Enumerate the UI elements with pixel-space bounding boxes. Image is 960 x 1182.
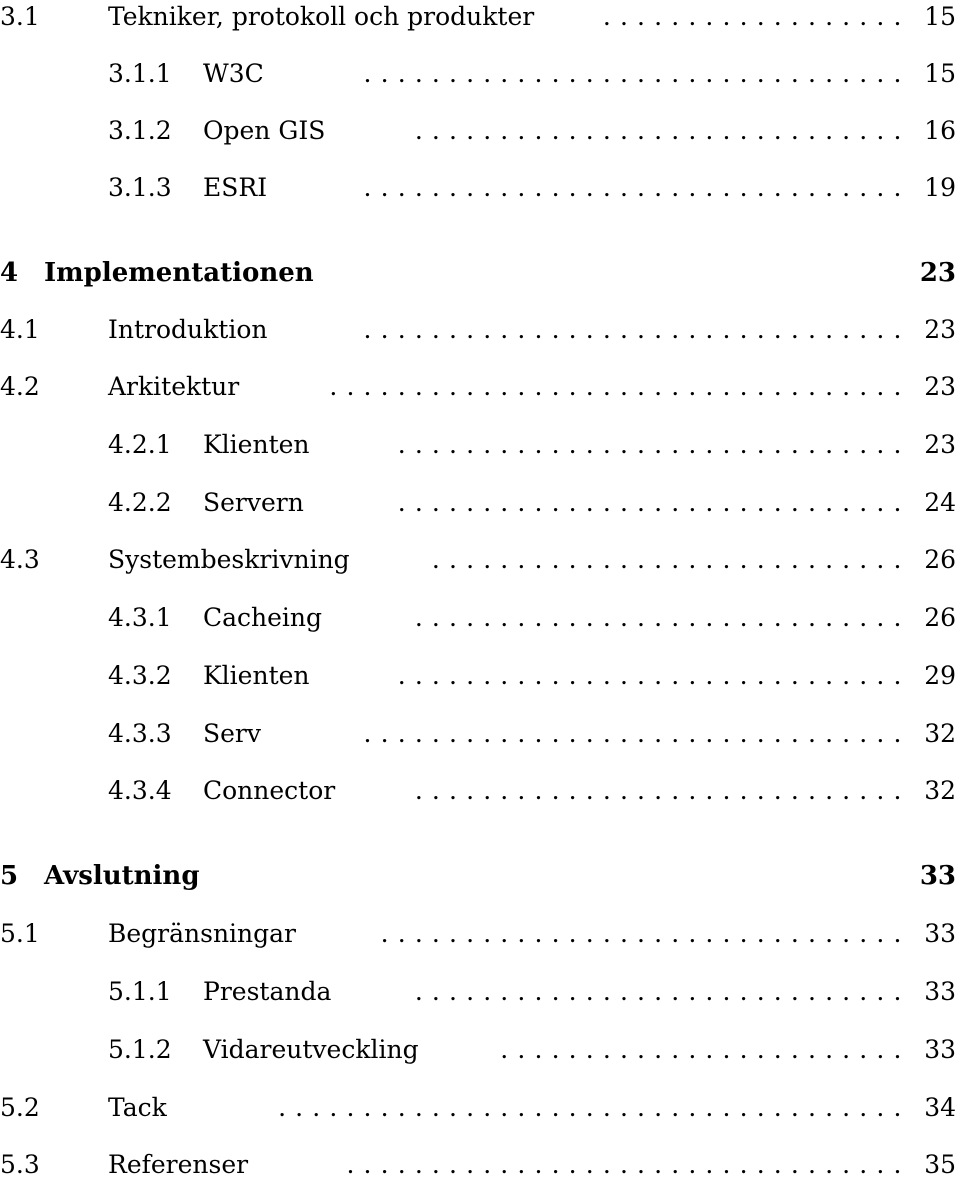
toc-entry-row[interactable] <box>0 1148 960 1182</box>
toc-page-number: 23 <box>924 430 956 459</box>
toc-page-number: 16 <box>924 116 956 145</box>
toc-number: 4.2.2 <box>108 488 172 517</box>
toc-title: ESRI <box>203 173 268 202</box>
toc-dot-leader: . . . . . . . . . . . . . . . . . . . . . . . . . . . . . . . . . . . . . <box>278 1093 902 1122</box>
toc-title: Open GIS <box>203 116 326 145</box>
toc-entry-row[interactable] <box>0 313 960 347</box>
toc-title: Avslutning <box>44 861 200 891</box>
toc-number: 5.1 <box>0 919 40 948</box>
toc-title: Implementationen <box>44 258 314 288</box>
toc-page-number: 23 <box>919 258 956 288</box>
toc-dot-leader: . . . . . . . . . . . . . . . . . . <box>602 2 902 31</box>
toc-page-number: 35 <box>924 1150 956 1179</box>
toc-title: Referenser <box>108 1150 249 1179</box>
toc-number: 4.2 <box>0 372 40 401</box>
toc-page-number: 26 <box>924 545 956 574</box>
toc-title: Servern <box>203 488 304 517</box>
toc-number: 5.1.1 <box>108 977 172 1006</box>
toc-title: Tekniker, protokoll och produkter <box>108 2 535 31</box>
toc-entry-row[interactable] <box>0 1091 960 1125</box>
toc-dot-leader: . . . . . . . . . . . . . . . . . . . . . . . . . . . . . <box>414 116 902 145</box>
toc-title: Vidareutveckling <box>203 1035 419 1064</box>
toc-dot-leader: . . . . . . . . . . . . . . . . . . . . . . . . . . . . . . . . <box>363 59 902 88</box>
toc-title: Klienten <box>203 661 310 690</box>
toc-title: Cacheing <box>203 603 323 632</box>
toc-number: 4.3.2 <box>108 661 172 690</box>
toc-dot-leader: . . . . . . . . . . . . . . . . . . . . . . . . . . . . . . <box>397 661 902 690</box>
toc-dot-leader: . . . . . . . . . . . . . . . . . . . . . . . . . . . . . . <box>397 488 902 517</box>
toc-number: 4 <box>0 258 19 288</box>
toc-entry-row[interactable] <box>0 1033 960 1067</box>
toc-entry-row[interactable] <box>0 774 960 808</box>
toc-dot-leader: . . . . . . . . . . . . . . . . . . . . . . . . . . . . <box>431 545 902 574</box>
toc-entry-row[interactable] <box>0 543 960 577</box>
toc-page-number: 33 <box>919 861 956 891</box>
toc-number: 4.3.1 <box>108 603 172 632</box>
toc-entry-row[interactable] <box>0 601 960 635</box>
toc-dot-leader: . . . . . . . . . . . . . . . . . . . . . . . . . . . . . . <box>397 430 902 459</box>
toc-page-number: 15 <box>924 2 956 31</box>
toc-dot-leader: . . . . . . . . . . . . . . . . . . . . . . . . . . . . . <box>414 776 902 805</box>
toc-dot-leader: . . . . . . . . . . . . . . . . . . . . . . . . <box>500 1035 902 1064</box>
toc-dot-leader: . . . . . . . . . . . . . . . . . . . . . . . . . . . . . . . . <box>363 315 902 344</box>
toc-title: Prestanda <box>203 977 332 1006</box>
toc-number: 4.3.4 <box>108 776 172 805</box>
toc-page-number: 15 <box>924 59 956 88</box>
toc-number: 5.2 <box>0 1093 40 1122</box>
toc-number: 4.2.1 <box>108 430 172 459</box>
toc-number: 5 <box>0 861 19 891</box>
toc-dot-leader: . . . . . . . . . . . . . . . . . . . . . . . . . . . . . <box>414 977 902 1006</box>
toc-page-number: 33 <box>924 977 956 1006</box>
toc-title: W3C <box>203 59 264 88</box>
toc-page-number: 29 <box>924 661 956 690</box>
toc-dot-leader: . . . . . . . . . . . . . . . . . . . . . . . . . . . . . . . . . <box>346 1150 902 1179</box>
toc-page-number: 23 <box>924 372 956 401</box>
toc-page-number: 19 <box>924 173 956 202</box>
toc-number: 5.1.2 <box>108 1035 172 1064</box>
toc-entry-row[interactable] <box>0 486 960 520</box>
toc-page-number: 24 <box>924 488 956 517</box>
toc-dot-leader: . . . . . . . . . . . . . . . . . . . . . . . . . . . . . . . . . . <box>329 372 902 401</box>
toc-title: Serv <box>203 719 261 748</box>
toc-number: 3.1.2 <box>108 116 172 145</box>
toc-dot-leader: . . . . . . . . . . . . . . . . . . . . . . . . . . . . . <box>414 603 902 632</box>
toc-chapter-row[interactable] <box>0 859 960 893</box>
toc-entry-row[interactable] <box>0 428 960 462</box>
toc-number: 4.3.3 <box>108 719 172 748</box>
toc-title: Introduktion <box>108 315 268 344</box>
toc-entry-row[interactable] <box>0 114 960 148</box>
toc-title: Klienten <box>203 430 310 459</box>
toc-page-number: 33 <box>924 1035 956 1064</box>
toc-page-number: 26 <box>924 603 956 632</box>
toc-number: 5.3 <box>0 1150 40 1179</box>
toc-page-number: 23 <box>924 315 956 344</box>
toc-number: 3.1.1 <box>108 59 172 88</box>
toc-entry-row[interactable] <box>0 171 960 205</box>
toc-entry-row[interactable] <box>0 370 960 404</box>
toc-dot-leader: . . . . . . . . . . . . . . . . . . . . . . . . . . . . . . . <box>380 919 902 948</box>
toc-dot-leader: . . . . . . . . . . . . . . . . . . . . . . . . . . . . . . . . <box>363 173 902 202</box>
toc-entry-row[interactable] <box>0 717 960 751</box>
toc-number: 4.1 <box>0 315 40 344</box>
toc-entry-row[interactable] <box>0 659 960 693</box>
toc-title: Connector <box>203 776 336 805</box>
toc-entry-row[interactable] <box>0 0 960 34</box>
toc-title: Begränsningar <box>108 919 297 948</box>
toc-page-number: 34 <box>924 1093 956 1122</box>
toc-page-number: 32 <box>924 776 956 805</box>
toc-entry-row[interactable] <box>0 917 960 951</box>
toc-title: Arkitektur <box>108 372 240 401</box>
toc-dot-leader: . . . . . . . . . . . . . . . . . . . . . . . . . . . . . . . . <box>363 719 902 748</box>
toc-page-number: 33 <box>924 919 956 948</box>
toc-entry-row[interactable] <box>0 57 960 91</box>
toc-entry-row[interactable] <box>0 975 960 1009</box>
toc-number: 4.3 <box>0 545 40 574</box>
toc-title: Tack <box>108 1093 167 1122</box>
toc-number: 3.1.3 <box>108 173 172 202</box>
toc-title: Systembeskrivning <box>108 545 350 574</box>
toc-number: 3.1 <box>0 2 40 31</box>
toc-page-number: 32 <box>924 719 956 748</box>
toc-chapter-row[interactable] <box>0 256 960 290</box>
